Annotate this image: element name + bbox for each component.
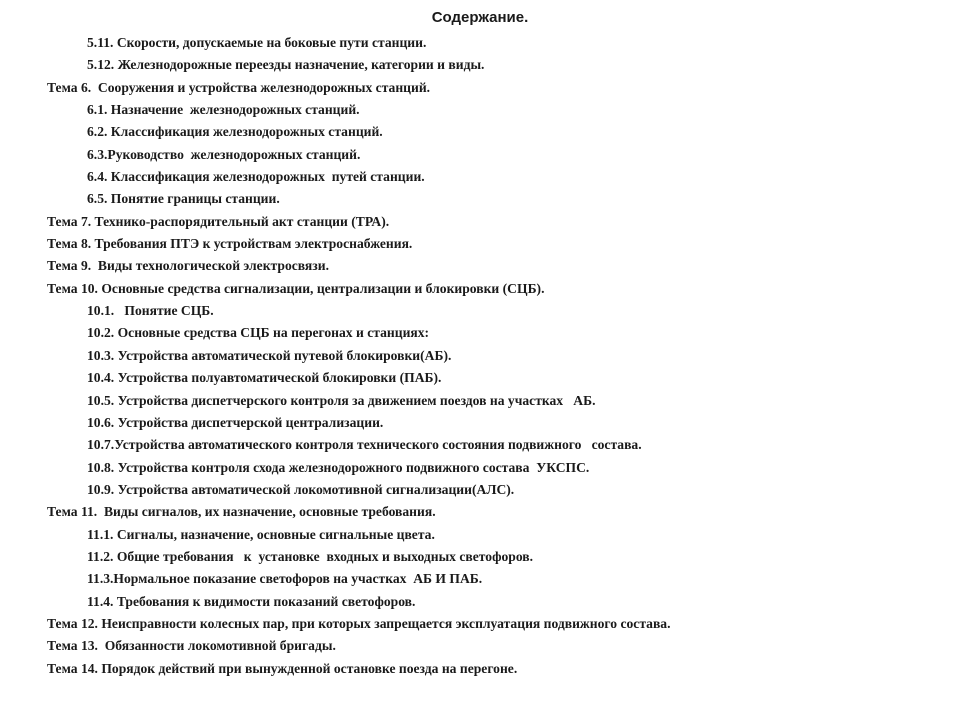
toc-subsection-entry: 10.2. Основные средства СЦБ на перегонах и станциях: [87, 325, 430, 341]
toc-subsection-entry: 11.3.Нормальное показание светофоров на участках АБ И ПАБ. [87, 571, 483, 587]
toc-subsection-entry: 6.4. Классификация железнодорожных путей станции. [87, 169, 425, 185]
page-title: Содержание. [431, 9, 529, 26]
toc-subsection-entry: 10.4. Устройства полуавтоматической блокировки (ПАБ). [87, 370, 442, 386]
toc-subsection-entry: 10.9. Устройства автоматической локомотивной сигнализации(АЛС). [87, 481, 515, 497]
toc-subsection-entry: 6.2. Классификация железнодорожных станций. [87, 124, 383, 140]
toc-subsection-entry: 6.1. Назначение железнодорожных станций. [87, 102, 360, 118]
toc-subsection-entry: 5.11. Скорости, допускаемые на боковые пути станции. [87, 35, 427, 50]
toc-subsection-entry: 6.5. Понятие границы станции. [87, 191, 280, 207]
toc-topic-entry: Тема 6. Сооружения и устройства железнодорожных станций. [47, 79, 431, 95]
toc-subsection-entry: 10.8. Устройства контроля схода железнодорожного подвижного состава УКСПС. [87, 459, 590, 475]
toc-subsection-entry: 10.1. Понятие СЦБ. [87, 303, 214, 319]
toc-topic-entry: Тема 11. Виды сигналов, их назначение, основные требования. [47, 504, 436, 520]
toc-topic-entry: Тема 7. Технико-распорядительный акт станции (ТРА). [47, 213, 390, 229]
toc-subsection-entry: 6.3.Руководство железнодорожных станций. [87, 146, 361, 162]
toc-subsection-entry: 11.2. Общие требования к установке входных и выходных светофоров. [87, 548, 534, 564]
toc-topic-entry: Тема 10. Основные средства сигнализации, централизации и блокировки (СЦБ). [47, 280, 545, 296]
toc-subsection-entry: 11.1. Сигналы, назначение, основные сигнальные цвета. [87, 526, 435, 542]
toc-topic-entry: Тема 12. Неисправности колесных пар, при которых запрещается эксплуатация подвижного состава. [47, 615, 671, 631]
toc-subsection-entry: 10.6. Устройства диспетчерской централизации. [87, 414, 384, 430]
toc-topic-entry: Тема 8. Требования ПТЭ к устройствам электроснабжения. [47, 236, 413, 252]
toc-subsection-entry: 11.4. Требования к видимости показаний светофоров. [87, 593, 416, 609]
toc-subsection-entry: 5.12. Железнодорожные переезды назначение, категории и виды. [87, 57, 485, 73]
toc-subsection-entry: 10.3. Устройства автоматической путевой блокировки(АБ). [87, 347, 452, 363]
toc-topic-entry: Тема 14. Порядок действий при вынужденной остановке поезда на перегоне. [47, 660, 518, 676]
table-of-contents [0, 32, 960, 680]
toc-subsection-entry: 10.5. Устройства диспетчерского контроля за движением поездов на участках АБ. [87, 392, 596, 408]
toc-topic-entry: Тема 9. Виды технологической электросвязи. [47, 258, 329, 274]
toc-subsection-entry: 10.7.Устройства автоматического контроля технического состояния подвижного состава. [87, 437, 642, 453]
toc-topic-entry: Тема 13. Обязанности локомотивной бригады. [47, 638, 336, 654]
